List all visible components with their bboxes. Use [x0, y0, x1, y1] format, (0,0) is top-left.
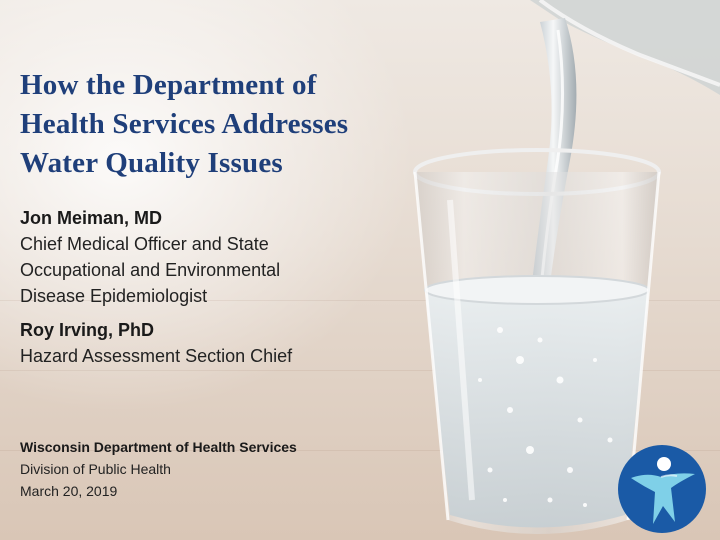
presenter-2-role-line: Hazard Assessment Section Chief	[20, 346, 293, 366]
title-line: Water Quality Issues	[20, 147, 283, 179]
presenter-1-role-line: Disease Epidemiologist	[20, 286, 208, 306]
presentation-date: March 20, 2019	[20, 483, 118, 499]
organization-block	[20, 436, 420, 502]
slide-title	[20, 66, 420, 183]
presenter-2-name: Roy Irving, PhD	[20, 320, 155, 340]
presenter-1-role-line: Occupational and Environmental	[20, 260, 281, 280]
title-line: Health Services Addresses	[20, 108, 349, 140]
wisconsin-dhs-logo-icon	[617, 444, 707, 534]
presenter-1-role-line: Chief Medical Officer and State	[20, 234, 269, 254]
title-content	[20, 66, 420, 369]
division-name: Division of Public Health	[20, 461, 171, 477]
title-line: How the Department of	[20, 69, 317, 101]
organization-name: Wisconsin Department of Health Services	[20, 439, 297, 455]
presenter-1-name: Jon Meiman, MD	[20, 208, 163, 228]
